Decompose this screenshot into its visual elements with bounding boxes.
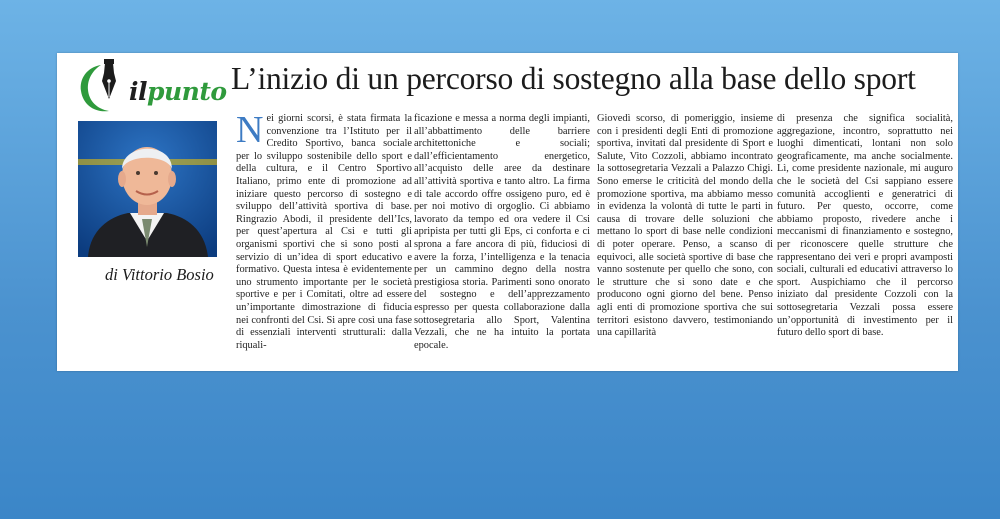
article-column-2: ficazione e messa a norma degli impianti, all’abbattimento delle barriere architettoniche e sociali; dall’efficientamento energetico, all’acquisto delle aree da destinare all’attività sportiva e tanto altro. La firma di tale accordo offre ossigeno puro, ed è per noi motivo di orgoglio. Ci abbiamo lavorato da tempo ed ora vedere il Csi apripista per tutti gli Eps, ci conforta e ci sprona a fare ancora di più, fiduciosi di avere la forza, l’intelligenza e la tenacia per un cammino degno della nostra prestigiosa storia. Parimenti sono onorato del sostegno e dell’apprezzamento espresso per questa collaborazione dalla sottosegretaria allo Sport, Valentina Vezzali, che ne ha intuito la portata epocale. xyxy=(414,113,590,351)
author-byline: di Vittorio Bosio xyxy=(105,265,214,284)
article-column-1 xyxy=(236,109,412,352)
fountain-pen-nib-icon xyxy=(73,59,133,117)
newspaper-clipping xyxy=(57,53,958,371)
author-portrait-image xyxy=(78,121,217,257)
article-column-3: Giovedì scorso, di pomeriggio, insieme con i presidenti degli Enti di promozione sportiva, invitati dal presidente di Sport e Salute, Vito Cozzoli, abbiamo incontrato la sottosegretaria Vezzali a Palazzo Chigi. Sono emerse le criticità del mondo della promozione sportiva, ma abbiamo messo in evidenza la volontà di tutte le parti in causa di trovare delle soluzioni che mettano lo sport di base nelle condizioni di poter operare. Penso, a scanso di equivoci, alle società sportive di base che vanno sostenute per quello che sono, con le strutture che si sono date e che producono ogni giorno del bene. Penso agli enti di promozione sportiva che sui territori esistono davvero, testimoniando una capillarità xyxy=(597,113,773,339)
logo-word-il: il xyxy=(129,77,147,106)
author-photo xyxy=(78,121,217,257)
column-logo-text xyxy=(129,77,227,107)
column-1-text: ei giorni scorsi, è stata firmata la convenzione tra l’Istituto per il Credito Sportivo, banca sociale per lo sviluppo sostenibile dello sport e della cultura, e il Centro Sportivo Italiano, primo ente di promozione ad iniziare questo percorso di sostegno e sviluppo dell’attività sportiva di base. Ringrazio Abodi, il presidente dell’Ics, per quest’apertura al Csi e tutti gli organismi sportivi che si sono posti al servizio di un’idea di sport educativo e formativo. Questa intesa è evidentemente uno strumento importante per le società sportive e per i Comitati, oltre ad essere un’importante dimostrazione di fiducia nei confronti del Csi. Si apre così una fase di essenziali interventi strutturali: dalla riquali- xyxy=(236,113,412,351)
drop-cap: N xyxy=(236,109,264,151)
logo-word-punto: punto xyxy=(147,77,227,106)
article-column-4: di presenza che significa socialità, aggregazione, incontro, soprattutto nei luoghi dimenticati, lontani non solo geograficamente, ma anche socialmente. Lì, come presidente nazionale, mi auguro che le società del Csi sappiano essere comunità accoglienti e generatrici di futuro. Per questo, occorre, come abbiamo proposto, rivedere anche i meccanismi di finanziamento e sostegno, per riconoscere quelle strutture che rappresentano dei veri e propri avamposti sociali, culturali ed educativi attraverso lo sport. Auspichiamo che il percorso iniziato dal presidente Cozzoli con la sottosegretaria Vezzali possa essere un’opportunità di investimento per il futuro dello sport di base. xyxy=(777,113,953,339)
column-logo xyxy=(73,59,227,117)
article-headline: L’inizio di un percorso di sostegno alla base dello sport xyxy=(231,61,916,96)
